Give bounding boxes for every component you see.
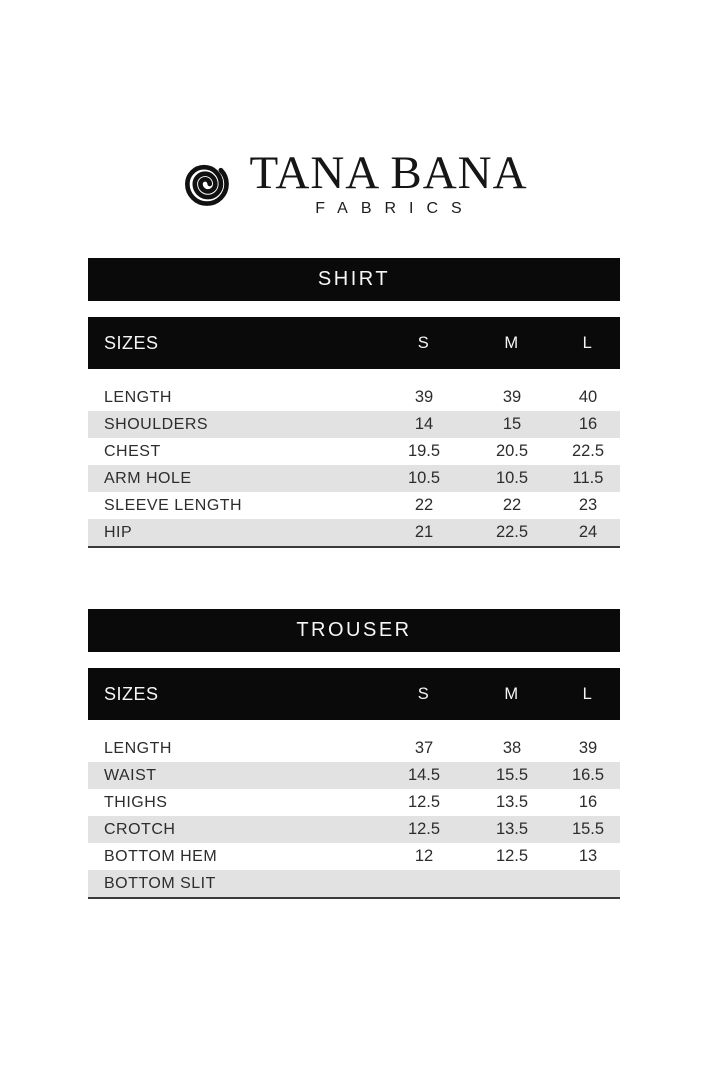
size-value-m: 12.5 — [495, 847, 529, 865]
brand-wordmark — [249, 147, 528, 218]
spiral-logo-icon — [178, 156, 234, 212]
size-value-l: 16 — [578, 793, 598, 811]
shirt-table-rows — [88, 384, 620, 548]
size-value-l: 23 — [578, 496, 598, 514]
size-chart-shirt — [88, 258, 620, 548]
column-header-m: M — [504, 333, 520, 352]
size-value-s: 22 — [414, 496, 434, 514]
size-value-m: 10.5 — [495, 469, 529, 487]
size-value-s: 10.5 — [407, 469, 441, 487]
table-row — [88, 438, 620, 465]
table-row — [88, 789, 620, 816]
shirt-sizes-header — [88, 317, 620, 369]
table-row — [88, 465, 620, 492]
row-label: LENGTH — [104, 739, 172, 757]
column-header-s: S — [417, 684, 431, 703]
row-label: BOTTOM HEM — [104, 847, 218, 865]
size-value-l: 24 — [578, 523, 598, 541]
row-label: CROTCH — [104, 820, 176, 838]
table-row — [88, 843, 620, 870]
brand-name: TANA BANA — [249, 147, 528, 199]
size-value-l: 16 — [578, 415, 598, 433]
table-row — [88, 762, 620, 789]
size-value-s: 19.5 — [407, 442, 441, 460]
column-header-s: S — [417, 333, 431, 352]
brand-subtitle: FABRICS — [315, 200, 475, 217]
trouser-table-rows — [88, 735, 620, 899]
sizes-header-label: SIZES — [104, 683, 159, 704]
table-row — [88, 384, 620, 411]
table-row — [88, 492, 620, 519]
size-value-s: 12.5 — [407, 820, 441, 838]
column-header-l: L — [582, 684, 594, 703]
row-label: THIGHS — [104, 793, 168, 811]
row-label: BOTTOM SLIT — [104, 874, 216, 892]
size-value-m: 13.5 — [495, 820, 529, 838]
size-value-s: 14.5 — [407, 766, 441, 784]
size-value-m: 15.5 — [495, 766, 529, 784]
size-value-m: 20.5 — [495, 442, 529, 460]
column-header-l: L — [582, 333, 594, 352]
row-label: ARM HOLE — [104, 469, 192, 487]
size-value-m: 13.5 — [495, 793, 529, 811]
trouser-sizes-header — [88, 668, 620, 720]
size-value-s: 37 — [414, 739, 434, 757]
size-value-l: 22.5 — [571, 442, 605, 460]
row-label: HIP — [104, 523, 133, 541]
table-row — [88, 519, 620, 546]
table-row — [88, 411, 620, 438]
size-value-s: 39 — [414, 388, 434, 406]
size-value-m: 22.5 — [495, 523, 529, 541]
table-row — [88, 816, 620, 843]
size-value-m: 15 — [502, 415, 522, 433]
size-value-s: 12.5 — [407, 793, 441, 811]
size-value-s: 21 — [414, 523, 434, 541]
size-value-m: 39 — [502, 388, 522, 406]
size-chart-trouser — [88, 609, 620, 899]
size-value-l: 15.5 — [571, 820, 605, 838]
brand-header — [0, 0, 720, 218]
row-label: CHEST — [104, 442, 161, 460]
row-label: SHOULDERS — [104, 415, 209, 433]
size-value-l: 40 — [578, 388, 598, 406]
size-value-s: 12 — [414, 847, 434, 865]
table-row — [88, 870, 620, 897]
shirt-table-title: SHIRT — [88, 258, 620, 301]
size-value-m: 38 — [502, 739, 522, 757]
size-value-m: 22 — [502, 496, 522, 514]
size-value-l: 39 — [578, 739, 598, 757]
trouser-table-title: TROUSER — [88, 609, 620, 652]
row-label: LENGTH — [104, 388, 172, 406]
row-label: WAIST — [104, 766, 157, 784]
sizes-header-label: SIZES — [104, 332, 159, 353]
brand-logo — [178, 147, 528, 218]
size-value-l: 16.5 — [571, 766, 605, 784]
table-row — [88, 735, 620, 762]
size-value-l: 11.5 — [572, 469, 604, 487]
row-label: SLEEVE LENGTH — [104, 496, 243, 514]
column-header-m: M — [504, 684, 520, 703]
size-value-l: 13 — [578, 847, 598, 865]
size-value-s: 14 — [414, 415, 434, 433]
